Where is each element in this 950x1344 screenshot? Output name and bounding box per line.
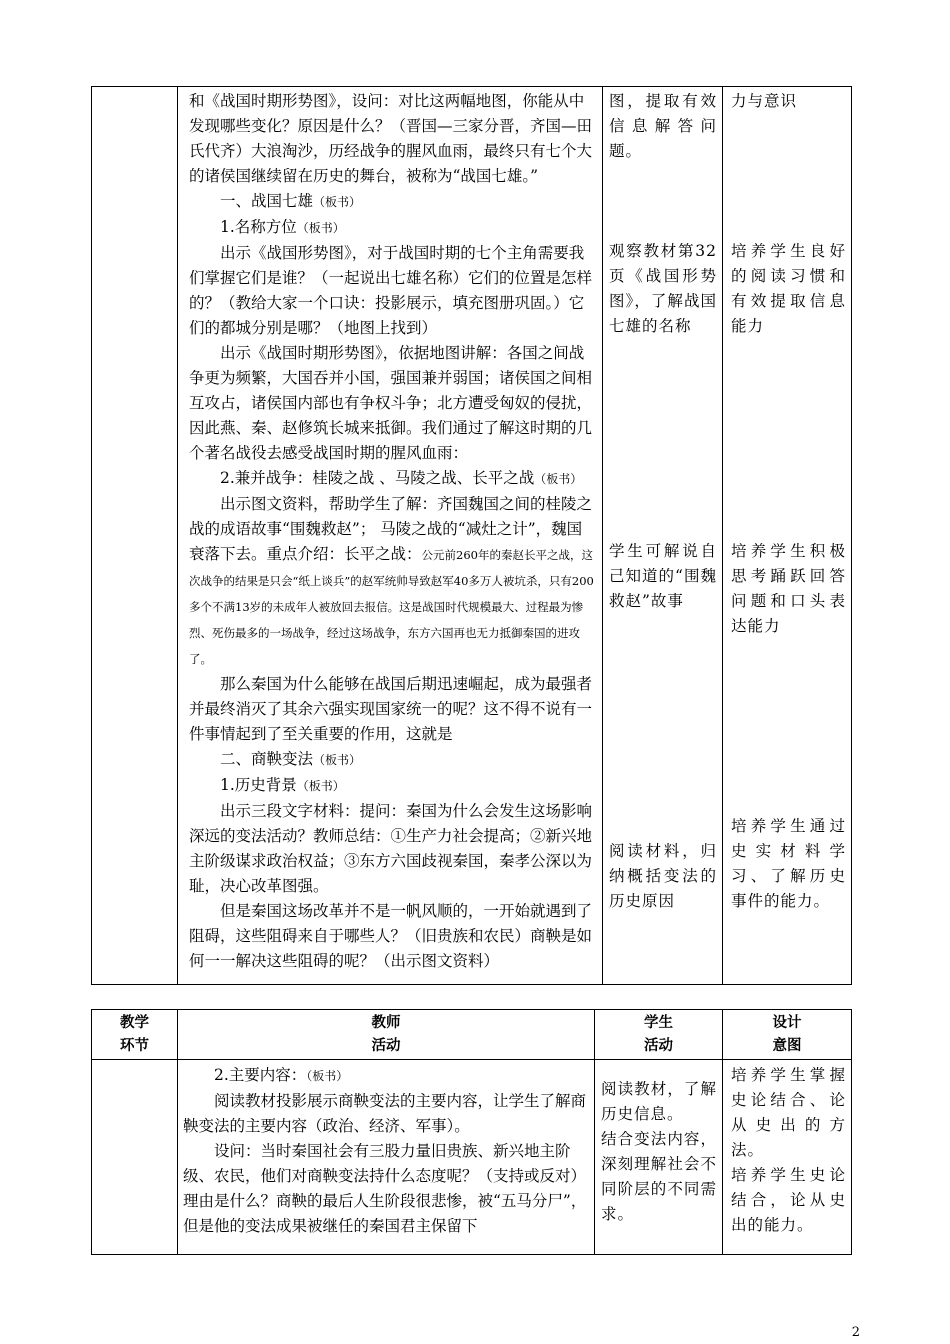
teacher-paragraph: 出示《战国形势图》，对于战国时期的七个主角需要我们掌握它们是谁？（一起说出七雄名称）它们的位置是怎样的？（教给大家一个口诀：投影展示，填充图册巩固。）它们的都城分别是哪？（地图上找到） (189, 244, 593, 337)
teacher-activity-cell (189, 89, 596, 974)
lesson-table-continued (91, 86, 852, 985)
student-activity-text: 图，提取有效信息解答问题。 (609, 92, 717, 160)
column-divider (602, 87, 603, 984)
fine-print-note: 公元前260年的秦赵长平之战，这次战争的结果是只会“纸上谈兵”的赵军统帅导致赵军40多万人被坑杀，只有200多个不满13岁的未成年人被放回去报信。这是战国时代规模最大、过程最为惨烈、死伤最多的一场战争，经过这场战争，东方六国再也无力抵御秦国的进攻了。 (189, 548, 594, 666)
section-heading: 一、战国七雄（板书） (220, 192, 362, 210)
design-intent-text: 力与意识 (731, 92, 798, 110)
header-design-intent: 设计 意图 (772, 1015, 802, 1054)
teacher-paragraph: 和《战国时期形势图》，设问：对比这两幅地图，你能从中发现哪些变化？原因是什么？（晋国—三家分晋，齐国—田氏代齐）大浪淘沙，历经战争的腥风血雨，最终只有七个大的诸侯国继续留在历史的舞台，被称为“战国七雄。” (189, 92, 593, 185)
teacher-paragraph: 出示三段文字材料：提问：秦国为什么会发生这场影响深远的变法活动？教师总结：①生产力社会提高；②新兴地主阶级谋求政治权益；③东方六国歧视秦国，秦孝公深以为耻，决心改革图强。 (189, 802, 593, 895)
teacher-paragraph: 那么秦国为什么能够在战国后期迅速崛起，成为最强者并最终消灭了其余六强实现国家统一的呢？这不得不说有一件事情起到了至关重要的作用，这就是 (189, 675, 593, 743)
teacher-paragraph: 但是秦国这场改革并不是一帆风顺的，一开始就遇到了阻碍，这些阻碍来自于哪些人？（旧贵族和农民）商鞅是如何一一解决这些阻碍的呢？（出示图文资料） (189, 902, 593, 970)
teacher-paragraph: 设问：当时秦国社会有三股力量旧贵族、新兴地主阶级、农民，他们对商鞅变法持什么态度呢？（支持或反对）理由是什么？商鞅的最后人生阶段很悲惨，被“五马分尸”，但是他的变法成果被继任的秦国君主保留下 (183, 1142, 587, 1235)
section-heading: 二、商鞅变法（板书） (220, 750, 362, 768)
design-intent-text: 培养学生通过史实材料学习、了解历史事件的能力。 (731, 817, 846, 910)
column-divider (722, 87, 723, 984)
subsection-heading: 1.名称方位（板书） (220, 218, 345, 236)
header-divider (92, 1059, 851, 1060)
design-intent-text: 培养学生史论结合，论从史出的能力。 (731, 1166, 846, 1234)
student-activity-text: 学生可解说自己知道的“围魏救赵”故事 (609, 542, 717, 610)
teacher-paragraph: 出示图文资料，帮助学生了解：齐国魏国之间的桂陵之战的成语故事“围魏救赵”； 马陵之战的“减灶之计”，魏国衰落下去。重点介绍：长平之战：公元前260年的秦赵长平之战，这次战争的结果是只会“纸上谈兵”的赵军统帅导致赵军40多万人被坑杀，只有200多个不满13岁的未成年人被放回去报信。这是战国时代规模最大、过程最为惨烈、死伤最多的一场战争，经过这场战争，东方六国再也无力抵御秦国的进攻了。 (189, 495, 594, 666)
student-activity-text: 结合变法内容，深刻理解社会不同阶层的不同需求。 (601, 1130, 717, 1223)
student-activity-text: 阅读教材，了解历史信息。 (601, 1080, 717, 1123)
lesson-table (91, 1009, 852, 1255)
header-stage: 教学 环节 (120, 1015, 149, 1054)
header-teacher-activity: 教师 活动 (371, 1015, 401, 1054)
student-activity-text: 观察教材第32页《战国形势图》，了解战国七雄的名称 (609, 242, 717, 335)
teacher-paragraph: 阅读教材投影展示商鞅变法的主要内容，让学生了解商鞅变法的主要内容（政治、经济、军事）。 (183, 1092, 587, 1135)
student-activity-text: 阅读材料，归纳概括变法的历史原因 (609, 842, 717, 910)
design-intent-text: 培养学生良好的阅读习惯和有效提取信息能力 (731, 242, 846, 335)
teacher-paragraph: 出示《战国时期形势图》，依据地图讲解：各国之间战争更为频繁，大国吞并小国，强国兼并弱国；诸侯国之间相互攻占，诸侯国内部也有争权斗争；北方遭受匈奴的侵扰，因此燕、秦、赵修筑长城来抵御。我们通过了解这时期的几个著名战役去感受战国时期的腥风血雨： (189, 344, 593, 462)
subsection-heading: 2.兼并战争：桂陵之战 、马陵之战、长平之战（板书） (220, 469, 583, 487)
header-student-activity: 学生 活动 (644, 1015, 673, 1054)
subsection-heading: 2.主要内容：（板书） (214, 1066, 349, 1084)
page-number: 2 (851, 1325, 860, 1340)
design-intent-text: 培养学生掌握史论结合、论从史出的方法。 (731, 1066, 846, 1159)
subsection-heading: 1.历史背景（板书） (220, 776, 345, 794)
design-intent-text: 培养学生积极思考踊跃回答问题和口头表达能力 (731, 542, 846, 635)
teacher-activity-cell (183, 1063, 588, 1239)
